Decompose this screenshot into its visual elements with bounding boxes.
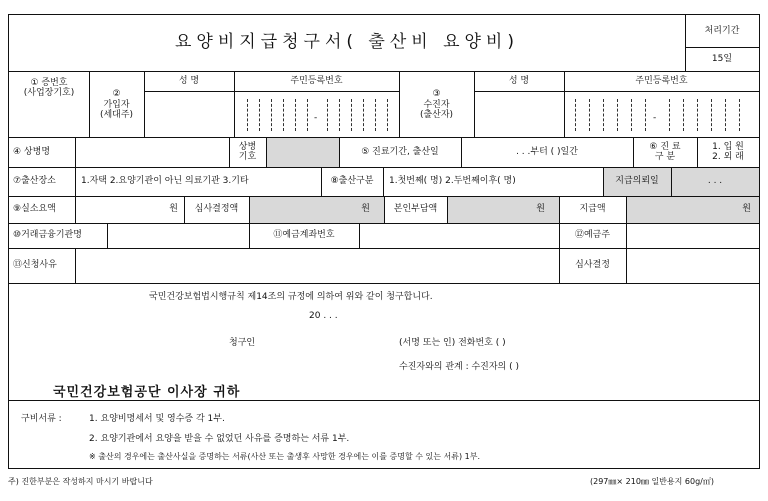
relation-line[interactable]: 수진자와의 관계 : 수진자의 ( ) [399, 362, 519, 372]
patient-name-field[interactable] [475, 93, 563, 135]
sign-phone-line[interactable]: (서명 또는 인) 전화번호 ( ) [399, 338, 506, 348]
docs-item: 2. 요양기관에서 요양을 받을 수 없었던 사유를 증명하는 서류 1부. [89, 434, 350, 444]
account-field[interactable] [360, 224, 558, 247]
treatment-type-options[interactable]: 1. 입 원 2. 외 래 [712, 141, 744, 162]
disease-label: ④ 상병명 [13, 146, 51, 157]
rule-v [266, 137, 267, 167]
rule-v [383, 167, 384, 196]
digit-divider [683, 99, 684, 131]
digit-divider [697, 99, 698, 131]
subscriber-name-field[interactable] [145, 93, 233, 135]
digit-divider [603, 99, 604, 131]
rule-row1-right [474, 91, 759, 92]
treatment-period-label: ⑤ 진료기간, 출산일 [361, 146, 439, 157]
form-title: 요양비지급청구서( 출산비 요양비) [175, 32, 519, 53]
claimant-label: 청구인 [229, 338, 256, 348]
digit-divider [247, 99, 248, 131]
rule-v [75, 167, 76, 196]
pay-date-label: 지급의뢰일 [615, 176, 659, 187]
digit-divider [575, 99, 576, 131]
depositor-field[interactable] [627, 224, 758, 247]
subscriber-label: ② 가입자 (세대주) [99, 89, 134, 121]
digit-divider [295, 99, 296, 131]
self-pay-label: 본인부담액 [393, 204, 438, 215]
birth-type-options[interactable]: 1.첫번째( 명) 2.두번째이후( 명) [389, 176, 516, 187]
paper-spec: (297㎜× 210㎜ 일반용지 60g/㎡) [590, 477, 714, 486]
disease-code-shade [266, 137, 339, 167]
patient-name-label: 성 명 [508, 75, 530, 86]
digit-divider [669, 99, 670, 131]
processing-label: 처리기간 [704, 25, 740, 36]
patient-resident-label: 주민등록번호 [635, 75, 688, 86]
digit-divider [259, 99, 260, 131]
birth-type-label: ⑧출산구분 [330, 176, 374, 187]
digit-divider [271, 99, 272, 131]
decided-amount-won: 원 [361, 204, 370, 215]
subscriber-name-label: 성 명 [178, 75, 200, 86]
birth-place-options[interactable]: 1.자택 2.요양기관이 아닌 의료기관 3.기타 [81, 176, 249, 187]
pay-date-value: . . . [707, 176, 723, 187]
digit-divider [339, 99, 340, 131]
bank-label: ⑩거래금융기관명 [13, 230, 82, 241]
bank-field[interactable] [108, 224, 248, 247]
patient-label: ③ 수진자 (출산자) [419, 89, 454, 121]
docs-item: 1. 요양비명세서 및 영수증 각 1부. [89, 414, 225, 424]
processing-value: 15일 [711, 53, 733, 64]
rule-v [626, 248, 627, 283]
reason-label: ⑬신청사유 [13, 260, 57, 271]
docs-label: 구비서류 : [21, 414, 62, 424]
digit-divider [711, 99, 712, 131]
claim-date[interactable]: 20 . . . [309, 311, 338, 321]
digit-divider [631, 99, 632, 131]
digit-divider [375, 99, 376, 131]
docs-item: ※ 출산의 경우에는 출산사실을 증명하는 서류(사산 또는 출생후 사망한 경우에는 이를 증명할 수 있는 서류) 1부. [89, 452, 481, 461]
digit-divider [363, 99, 364, 131]
digit-divider [725, 99, 726, 131]
pay-amount-label: 지급액 [579, 204, 606, 215]
id-number-label: ① 증번호 (사업장기호) [23, 77, 75, 98]
disease-field[interactable] [76, 138, 228, 166]
claim-statement: 국민건강보험법시행규칙 제14조의 규정에 의하여 위와 같이 청구합니다. [149, 292, 433, 302]
rule-row6-bottom [9, 283, 759, 284]
recipient: 국민건강보험공단 이사장 귀하 [53, 385, 241, 400]
actual-cost-won[interactable]: 원 [169, 204, 178, 215]
decided-amount-label: 심사결정액 [194, 204, 239, 215]
resident-hyphen: - [314, 113, 318, 123]
digit-divider [283, 99, 284, 131]
reason-field[interactable] [76, 249, 558, 282]
digit-divider [327, 99, 328, 131]
subscriber-resident-label: 주민등록번호 [290, 75, 343, 86]
pay-amount-won: 원 [742, 204, 751, 215]
id-number-field[interactable] [9, 107, 89, 135]
digit-divider [589, 99, 590, 131]
rule-docs-top [9, 400, 759, 401]
treatment-type-label: ⑥ 진 료 구 분 [649, 141, 681, 162]
claim-form [8, 14, 760, 469]
digit-divider [351, 99, 352, 131]
rule-row1-left [144, 91, 399, 92]
digit-divider [617, 99, 618, 131]
self-pay-won: 원 [536, 204, 545, 215]
digit-divider [645, 99, 646, 131]
account-label: ⑪예금계좌번호 [273, 230, 335, 241]
review-label: 심사결정 [575, 260, 610, 271]
treatment-period-value[interactable]: . . .부터 ( )일간 [516, 146, 578, 157]
resident-hyphen: - [653, 113, 657, 123]
disease-code-label: 상병 기호 [238, 141, 257, 162]
birth-place-label: ⑦출산장소 [13, 176, 56, 187]
digit-divider [387, 99, 388, 131]
actual-cost-label: ⑨실소요액 [13, 204, 56, 215]
digit-divider [307, 99, 308, 131]
depositor-label: ⑫예금주 [574, 230, 611, 241]
footer-note: 주) 진한부분은 작성하지 마시기 바랍니다 [8, 477, 153, 486]
digit-divider [739, 99, 740, 131]
